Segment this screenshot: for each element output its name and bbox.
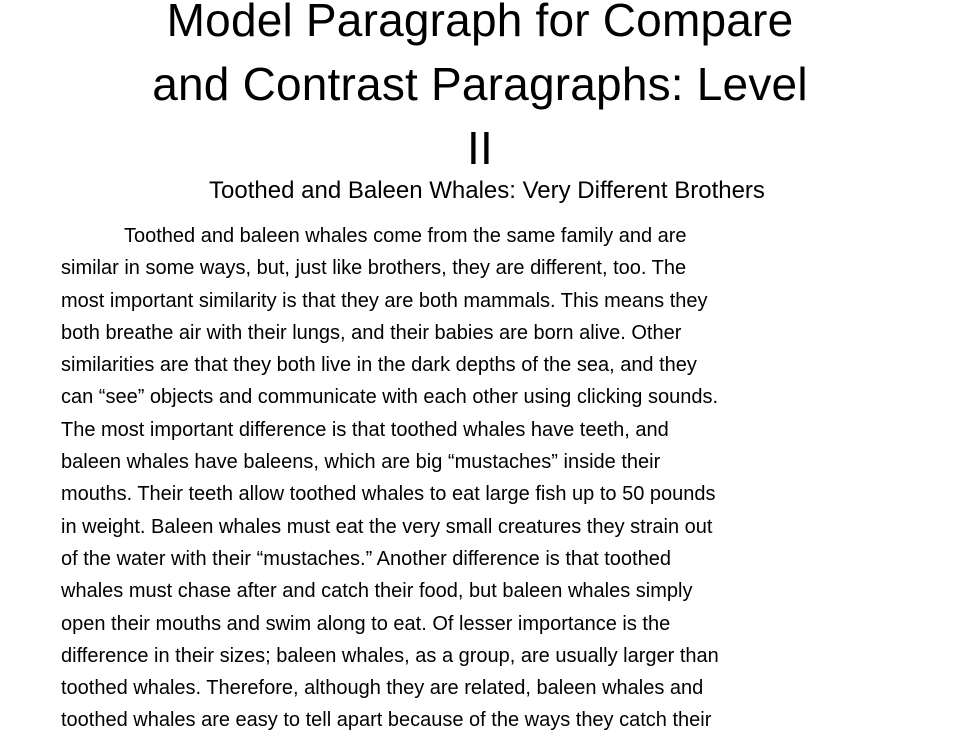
slide-title <box>40 0 920 180</box>
slide-title-line-3: II <box>467 122 493 174</box>
paragraph-line: open their mouths and swim along to eat. Of lesser importance is the <box>61 612 671 635</box>
paragraph-line: can “see” objects and communicate with each other using clicking sounds. <box>61 386 719 409</box>
slide-title-line-2: and Contrast Paragraphs: Level <box>152 58 808 110</box>
paragraph-line: Toothed and baleen whales come from the same family and are <box>124 225 687 247</box>
paragraph-line: whales must chase after and catch their food, but baleen whales simply <box>61 580 693 603</box>
paragraph-line: in weight. Baleen whales must eat the very small creatures they strain out <box>61 515 713 538</box>
paragraph-line: both breathe air with their lungs, and their babies are born alive. Other <box>61 321 682 344</box>
paragraph-line: most important similarity is that they are both mammals. This means they <box>61 289 708 312</box>
paragraph-line: baleen whales have baleens, which are big “mustaches” inside their <box>61 451 661 474</box>
paragraph-heading: Toothed and Baleen Whales: Very Different Brothers <box>209 177 765 204</box>
paragraph-line: toothed whales are easy to tell apart because of the ways they catch their <box>61 709 712 732</box>
paragraph-line: of the water with their “mustaches.” Another difference is that toothed <box>61 547 671 570</box>
slide-title-line-1: Model Paragraph for Compare <box>166 0 794 46</box>
paragraph-line: toothed whales. Therefore, although they are related, baleen whales and <box>61 677 704 700</box>
paragraph-line: similarities are that they both live in the dark depths of the sea, and they <box>61 354 697 377</box>
model-paragraph <box>61 220 941 737</box>
paragraph-line: mouths. Their teeth allow toothed whales to eat large fish up to 50 pounds <box>61 483 716 506</box>
paragraph-line: difference in their sizes; baleen whales, as a group, are usually larger than <box>61 644 719 667</box>
paragraph-line: similar in some ways, but, just like brothers, they are different, too. The <box>61 257 687 280</box>
paragraph-line: The most important difference is that toothed whales have teeth, and <box>61 418 669 441</box>
